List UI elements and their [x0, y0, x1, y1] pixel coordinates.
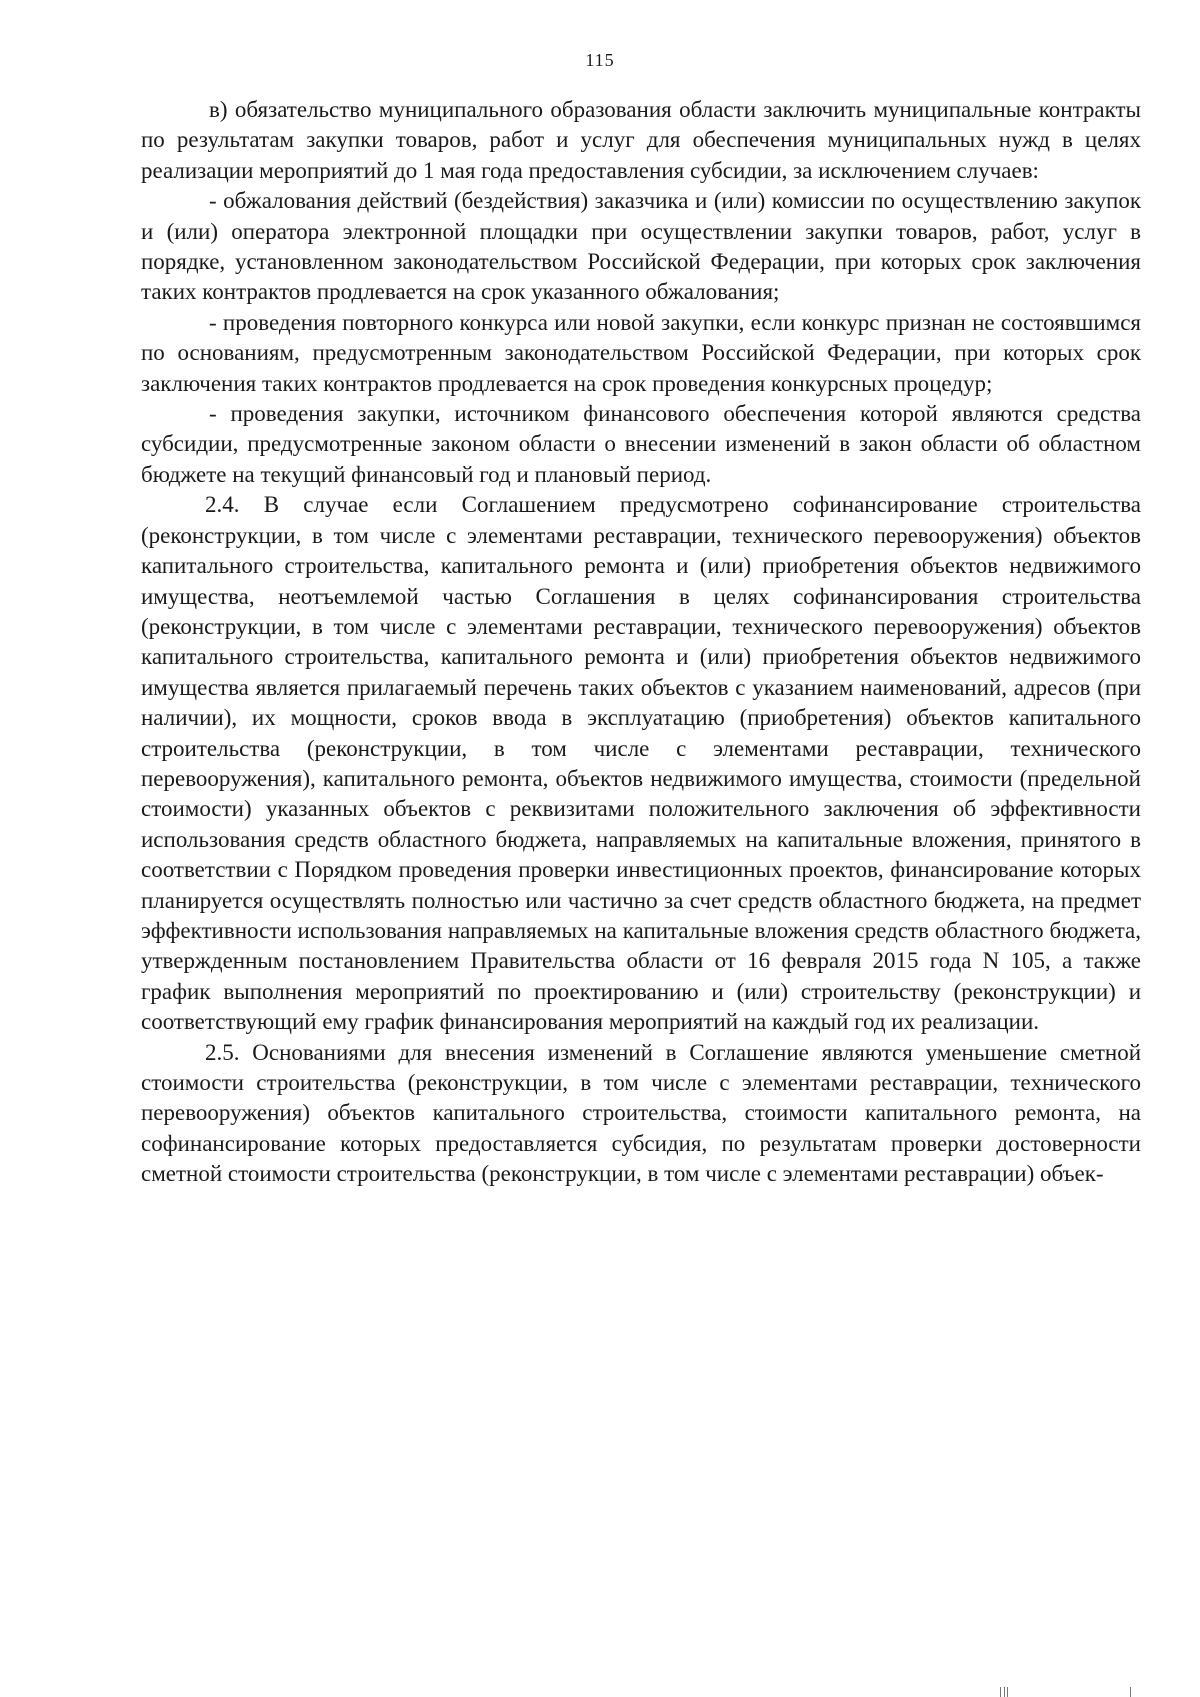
paragraph-obligation-v: в) обязательство муниципального образования области заключить муниципальные контракты по результатам закупки товаров, работ и услуг для обеспечения муниципальных нужд в целях реализации мероприятий до 1 мая года предоставления субсидии, за исключением случаев:: [141, 97, 1141, 183]
paragraph-exception-subsidy-law: - проведения закупки, источником финансового обеспечения которой являются средства субсидии, предусмотренные законом области о внесении изменений в закон области об областном бюджете на текущий финансовый год и плановый период.: [141, 401, 1141, 487]
document-body: [141, 95, 1141, 1190]
paragraph-exception-repeat-tender: - проведения повторного конкурса или новой закупки, если конкурс признан не состоявшимся по основаниям, предусмотренным законодательством Российской Федерации, при которых срок заключения таких контрактов продлевается на срок проведения конкурсных процедур;: [141, 309, 1141, 396]
page-number: 115: [585, 50, 615, 70]
paragraph-2-4: 2.4. В случае если Соглашением предусмотрено софинансирование строительства (реконструкции, в том числе с элементами реставрации, технического перевооружения) объектов капитального строительства, капитального ремонта и (или) приобретения объектов недвижимого имущества, неотъемлемой частью Соглашения в целях софинансирования строительства (реконструкции, в том числе с элементами реставрации, технического перевооружения) объектов капитального строительства, капитального ремонта и (или) приобретения объектов недвижимого имущества является прилагаемый перечень таких объектов с указанием наименований, адресов (при наличии), их мощности, сроков ввода в эксплуатацию (приобретения) объектов капитального строительства (реконструкции, в том числе с элементами реставрации, технического перевооружения), капитального ремонта, объектов недвижимого имущества, стоимости (предельной стоимости) указанных объектов с реквизитами положительного заключения об эффективности использования средств областного бюджета, направляемых на капитальные вложения, принятого в соответствии с Порядком проведения проверки инвестиционных проектов, финансирование которых планируется осуществлять полностью или частично за счет средств областного бюджета, на предмет эффективности использования направляемых на капитальные вложения средств областного бюджета, утвержденным постановлением Правительства области от 16 февраля 2015 года N 105, а также график выполнения мероприятий по проектированию и (или) строительству (реконструкции) и соответствующий ему график финансирования мероприятий на каждый год их реализации.: [141, 492, 1141, 1035]
paragraph-2-5: 2.5. Основаниями для внесения изменений в Соглашение являются уменьшение сметной стоимости строительства (реконструкции, в том числе с элементами реставрации, технического перевооружения) объектов капитального строительства, стоимости капитального ремонта, на софинансирование которых предоставляется субсидия, по результатам проверки достоверности сметной стоимости строительства (реконструкции, в том числе с элементами реставрации) объек-: [141, 1039, 1141, 1187]
paragraph-exception-appeal: - обжалования действий (бездействия) заказчика и (или) комиссии по осуществлению закупок и (или) оператора электронной площадки при осуществлении закупки товаров, работ, услуг в порядке, установленном законодательством Российской Федерации, при которых срок заключения таких контрактов продлевается на срок указанного обжалования;: [141, 188, 1141, 305]
scan-edge-marks: [960, 1685, 1160, 1697]
